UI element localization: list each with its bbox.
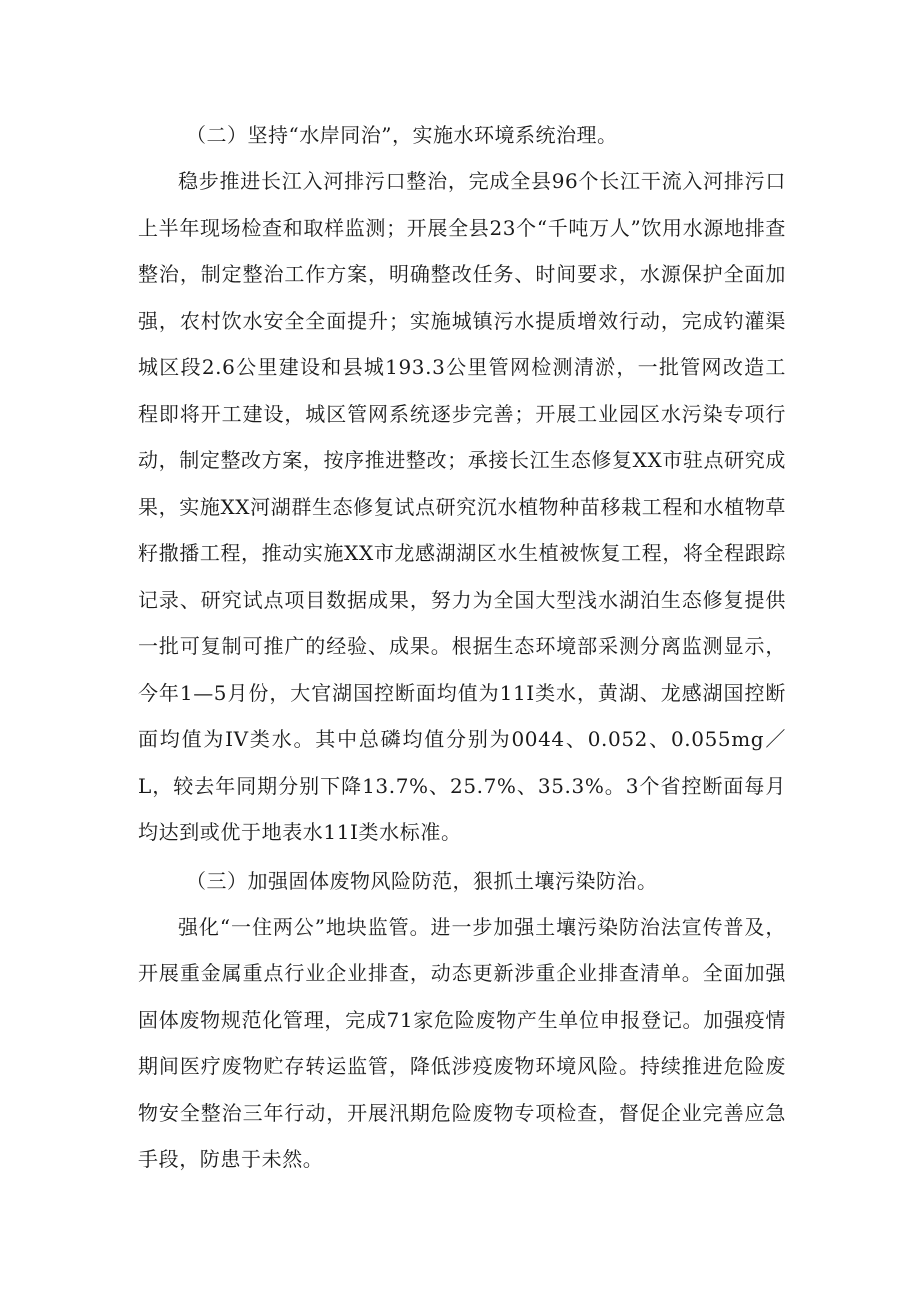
section-2-heading: （二）坚持“水岸同治”，实施水环境系统治理。 — [186, 123, 618, 147]
section-3-paragraph: 强化“一住两公”地块监管。进一步加强土壤污染防治法宣传普及，开展重金属重点行业企业排查，动态更新涉重企业排查清单。全面加强固体废物规范化管理，完成71家危险废物产生单位申报登记。加强疫情期间医疗废物贮存转运监管，降低涉疫废物环境风险。持续推进危险废物安全整治三年行动，开展汛期危险废物专项检查，督促企业完善应急手段，防患于未然。 — [138, 914, 786, 1171]
section-3-heading: （三）加强固体废物风险防范，狠抓土壤污染防治。 — [186, 868, 658, 893]
document-content — [138, 112, 786, 1183]
section-2-paragraph: 稳步推进长江入河排污口整治，完成全县96个长江干流入河排污口上半年现场检查和取样监测；开展全县23个“千吨万人”饮用水源地排查整治，制定整治工作方案，明确整改任务、时间要求，水源保护全面加强，农村饮水安全全面提升；实施城镇污水提质增效行动，完成钓灌渠城区段2.6公里建设和县城193.3公里管网检测清淤，一批管网改造工程即将开工建设，城区管网系统逐步完善；开展工业园区水污染专项行动，制定整改方案，按序推进整改；承接长江生态修复XX市驻点研究成果，实施XX河湖群生态修复试点研究沉水植物种苗移栽工程和水植物草籽撒播工程，推动实施XX市龙感湖湖区水生植被恢复工程，将全程跟踪记录、研究试点项目数据成果，努力为全国大型浅水湖泊生态修复提供一批可复制可推广的经验、成果。根据生态环境部采测分离监测显示，今年1—5月份，大官湖国控断面均值为11I类水，黄湖、龙感湖国控断面均值为IV类水。其中总磷均值分别为0044、0.052、0.055mg／L，较去年同期分别下降13.7%、25.7%、35.3%。3个省控断面每月均达到或优于地表水11I类水标准。 — [138, 169, 786, 844]
